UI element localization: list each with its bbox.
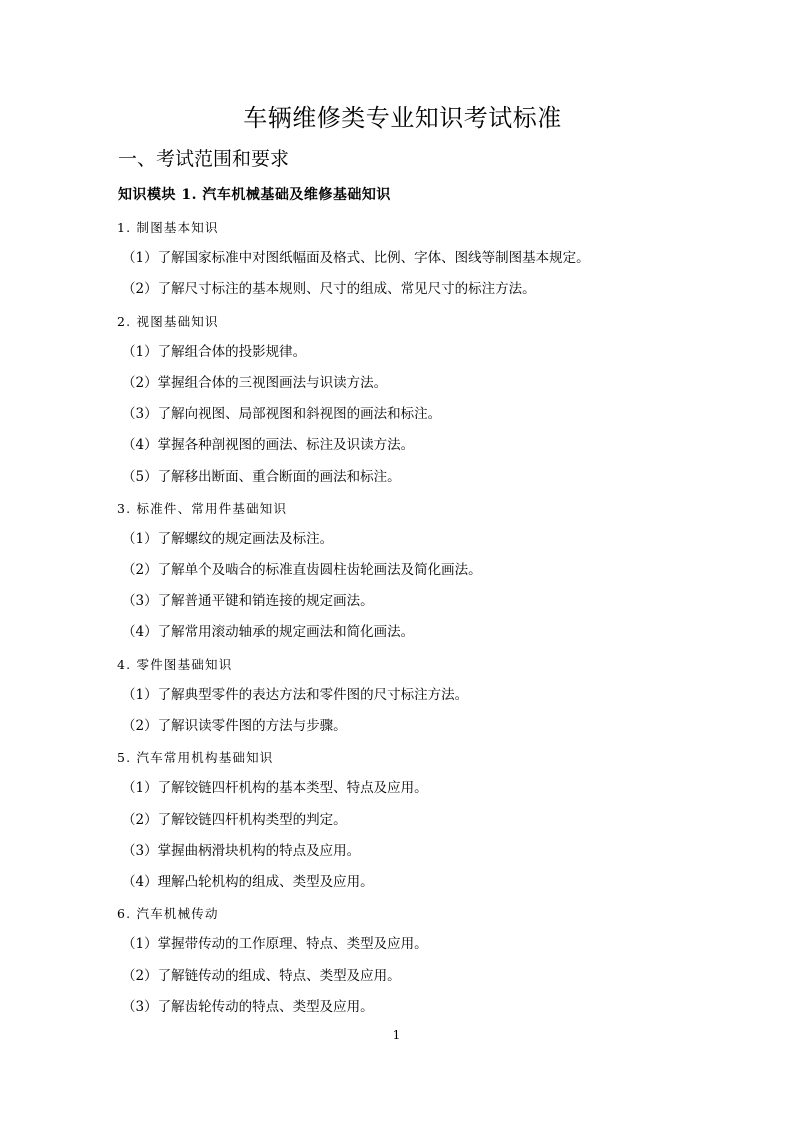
subsection-heading: 4. 零件图基础知识 xyxy=(117,656,233,672)
requirement-item: （2）了解尺寸标注的基本规则、尺寸的组成、常见尺寸的标注方法。 xyxy=(122,281,536,298)
module-heading: 知识模块 1. 汽车机械基础及维修基础知识 xyxy=(118,187,391,203)
requirement-item: （2）了解识读零件图的方法与步骤。 xyxy=(122,718,347,734)
subsection-heading: 2. 视图基础知识 xyxy=(117,313,219,329)
requirement-item: （2）了解铰链四杆机构类型的判定。 xyxy=(122,811,347,828)
requirement-item: （1）了解螺纹的规定画法及标注。 xyxy=(122,530,334,547)
requirement-item: （3）掌握曲柄滑块机构的特点及应用。 xyxy=(122,842,361,859)
requirement-item: （1）了解典型零件的表达方法和零件图的尺寸标注方法。 xyxy=(122,686,469,703)
requirement-item: （3）了解普通平键和销连接的规定画法。 xyxy=(122,593,374,610)
requirement-item: （4）了解常用滚动轴承的规定画法和简化画法。 xyxy=(122,624,415,641)
requirement-item: （4）掌握各种剖视图的画法、标注及识读方法。 xyxy=(122,437,415,454)
section-heading: 一、考试范围和要求 xyxy=(118,148,290,170)
content-lines xyxy=(0,212,793,1023)
requirement-item: （3）了解齿轮传动的特点、类型及应用。 xyxy=(122,998,374,1015)
subsection-heading: 3. 标准件、常用件基础知识 xyxy=(117,500,288,516)
subsection-heading: 1. 制图基本知识 xyxy=(117,220,219,235)
page-number: 1 xyxy=(392,1028,401,1042)
requirement-item: （1）了解国家标准中对图纸幅面及格式、比例、字体、图线等制图基本规定。 xyxy=(122,250,590,267)
requirement-item: （1）掌握带传动的工作原理、特点、类型及应用。 xyxy=(122,936,428,953)
requirement-item: （2）掌握组合体的三视图画法与识读方法。 xyxy=(122,374,388,391)
subsection-heading: 6. 汽车机械传动 xyxy=(117,906,219,922)
requirement-item: （3）了解向视图、局部视图和斜视图的画法和标注。 xyxy=(122,406,442,423)
requirement-item: （2）了解单个及啮合的标准直齿圆柱齿轮画法及简化画法。 xyxy=(122,562,482,579)
requirement-item: （5）了解移出断面、重合断面的画法和标注。 xyxy=(122,468,401,485)
requirement-item: （1）了解铰链四杆机构的基本类型、特点及应用。 xyxy=(122,780,428,797)
requirement-item: （2）了解链传动的组成、特点、类型及应用。 xyxy=(122,967,401,984)
document-title: 车辆维修类专业知识考试标准 xyxy=(243,104,562,132)
requirement-item: （1）了解组合体的投影规律。 xyxy=(122,343,307,360)
subsection-heading: 5. 汽车常用机构基础知识 xyxy=(117,750,274,766)
requirement-item: （4）理解凸轮机构的组成、类型及应用。 xyxy=(122,873,374,890)
